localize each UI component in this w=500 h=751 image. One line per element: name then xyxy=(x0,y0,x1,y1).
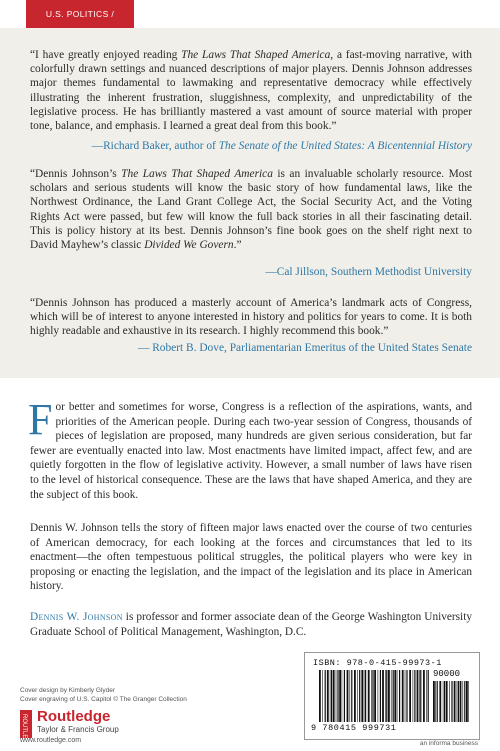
publisher-group: Taylor & Francis Group xyxy=(37,725,119,734)
isbn-number: ISBN: 978-0-415-99973-1 xyxy=(313,658,442,668)
description-text-2: Dennis W. Johnson tells the story of fifteen major laws enacted over the course of two centuries of American democracy, for each looking at the forces and circumstances that led to its enactment—the often tempestuous political struggles, the political players who were key in proposing or enacting the legislation, and the impact of the legislation and its place in American history. xyxy=(30,522,472,593)
description-text-1: or better and sometimes for worse, Congress is a reflection of the aspirations, wants, and priorities of the American people. During each two-year session of Congress, thousands of pieces of legislation are proposed, many hundreds are given serious consideration, but far fewer are eventually enacted into law. Most enactments have limited impact, affect few, and are quietly forgotten in the flow of legislative activity. However, a small number of laws have risen to the level of historical consequence. These are the laws that have shaped America, and they are the subject of this book. xyxy=(30,401,472,501)
credit-engraving: Cover engraving of U.S. Capitol © The Granger Collection xyxy=(20,696,187,703)
addon-bars-icon xyxy=(433,681,469,722)
quote-1-attribution xyxy=(92,139,472,153)
price-addon-number: 90000 xyxy=(433,669,461,679)
credit-design: Cover design by Kimberly Glyder xyxy=(20,687,116,694)
isbn-barcode xyxy=(304,652,480,740)
author-bio-text: is professor and former associate dean of the George Washington University Graduate School of Political Management, Washington, D.C. xyxy=(30,611,472,638)
description-paragraph-1 xyxy=(28,395,472,502)
praise-quote-3 xyxy=(30,296,472,339)
quote-1-text-a: “I have greatly enjoyed reading xyxy=(30,49,182,61)
barcode-bars-icon xyxy=(319,670,429,722)
quote-2-text-c: .” xyxy=(233,239,242,252)
quote-1-text-b: , a fast-moving narrative, with colorfully drawn settings and nuanced descriptions of major players. Dennis Johnson addresses major themes fundamental to lawmaking and representative democracy while effectively illustrating the inherent frustration, sluggishness, complexity, and unpredictability of the legislative process. He has brilliantly mastered a vast amount of source material with proper tone, balance, and emphasis. I learned a great deal from this book.” xyxy=(30,49,472,133)
informa-tagline: an informa business xyxy=(419,740,478,747)
cover-credits xyxy=(20,686,187,704)
author-name: Dennis W. Johnson xyxy=(30,611,123,623)
publisher-name: Routledge xyxy=(37,708,111,725)
quote-1-book-title: The Laws That Shaped America xyxy=(181,49,331,61)
praise-quote-2 xyxy=(30,167,472,252)
quote-1-attribution-name: —Richard Baker, author of xyxy=(91,140,219,152)
quote-2-text-b: is an invaluable scholarly resource. Most scholars and serious students will know the basic story of how fundamental laws, like the Northwest Ordinance, the Land Grant College Act, the Social Security Act, and the Voting Rights Act were passed, but few will know the full back stories in all their fascinating detail. This is policy history at its best. Dennis Johnson’s fine book goes on the shelf right next to David Mayhew’s classic xyxy=(30,168,472,252)
publisher-logo xyxy=(20,708,160,751)
quote-1-attribution-book: The Senate of the United States: A Bicentennial History xyxy=(218,140,472,152)
description-paragraph-2 xyxy=(30,521,472,594)
quote-2-text-a: “Dennis Johnson’s xyxy=(30,168,122,180)
quote-3-attribution: — Robert B. Dove, Parliamentarian Emeritus of the United States Senate xyxy=(137,342,472,354)
publisher-url: www.routledge.com xyxy=(20,737,82,744)
routledge-mark-icon: ROUTLEDGE xyxy=(20,710,32,738)
drop-cap: F xyxy=(28,395,53,444)
author-bio xyxy=(30,610,472,639)
quote-2-attribution: —Cal Jillson, Southern Methodist University xyxy=(265,266,472,278)
quote-2-book-title: The Laws That Shaped America xyxy=(121,168,273,180)
ean-digits: 9 780415 999731 xyxy=(311,723,397,733)
praise-quote-1 xyxy=(30,48,472,133)
quote-2-cited-book: Divided We Govern xyxy=(144,239,234,252)
quote-3-text: “Dennis Johnson has produced a masterly account of America’s landmark acts of Congress, which will be of interest to anyone interested in history and politics for years to come. It is both highly readable and exhaustive in its research. I highly recommend this book.” xyxy=(30,297,472,338)
category-label: U.S. POLITICS / xyxy=(26,0,134,28)
